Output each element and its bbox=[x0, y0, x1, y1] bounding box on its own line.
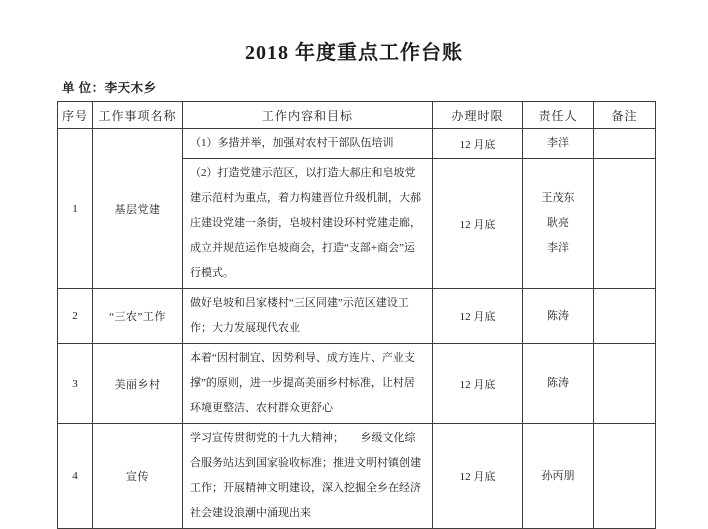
serial-cell: 4 bbox=[58, 424, 93, 529]
note-cell bbox=[594, 289, 656, 344]
owner-name: 陈涛 bbox=[547, 377, 569, 389]
header-serial: 序号 bbox=[58, 102, 93, 129]
work-ledger-table bbox=[57, 101, 656, 529]
table-row-1a bbox=[58, 129, 656, 159]
note-cell bbox=[594, 159, 656, 289]
deadline-cell: 12 月底 bbox=[433, 344, 523, 424]
owner-name: 耿亮 bbox=[547, 217, 569, 229]
owner-cell bbox=[523, 159, 594, 289]
owner-name: 李洋 bbox=[547, 137, 569, 149]
content-cell: （1）多措并举，加强对农村干部队伍培训 bbox=[183, 129, 433, 159]
note-cell bbox=[594, 129, 656, 159]
table-row-4 bbox=[58, 424, 656, 529]
content-cell: 做好皂坡和吕家楼村“三区同建”示范区建设工作；大力发展现代农业 bbox=[183, 289, 433, 344]
owner-cell bbox=[523, 289, 594, 344]
header-content-goal: 工作内容和目标 bbox=[183, 102, 433, 129]
header-deadline: 办理时限 bbox=[433, 102, 523, 129]
owner-cell bbox=[523, 129, 594, 159]
table-row-2 bbox=[58, 289, 656, 344]
owner-name: 孙丙朋 bbox=[541, 469, 575, 482]
deadline-cell: 12 月底 bbox=[433, 289, 523, 344]
serial-cell: 3 bbox=[58, 344, 93, 424]
note-cell bbox=[594, 344, 656, 424]
work-name-cell: 基层党建 bbox=[93, 129, 183, 289]
header-note: 备注 bbox=[594, 102, 656, 129]
deadline-cell: 12 月底 bbox=[433, 159, 523, 289]
table-row-3 bbox=[58, 344, 656, 424]
owner-name: 陈涛 bbox=[547, 309, 569, 322]
note-cell bbox=[594, 424, 656, 529]
owner-name: 李洋 bbox=[547, 242, 569, 254]
serial-cell: 1 bbox=[58, 129, 93, 289]
work-name-cell: “三农”工作 bbox=[93, 289, 183, 344]
header-owner: 责任人 bbox=[523, 102, 594, 129]
header-row bbox=[58, 102, 656, 129]
page-title: 2018 年度重点工作台账 bbox=[245, 42, 463, 64]
work-name-cell: 美丽乡村 bbox=[93, 344, 183, 424]
deadline-cell: 12 月底 bbox=[433, 424, 523, 529]
content-cell: 学习宣传贯彻党的十九大精神； 乡级文化综合服务站达到国家验收标准；推进文明村镇创建工作；开展精神文明建设，深入挖掘全乡在经济社会建设浪潮中涌现出来 bbox=[183, 424, 433, 529]
owner-cell bbox=[523, 344, 594, 424]
work-name-cell: 宣传 bbox=[93, 424, 183, 529]
content-cell: （2）打造党建示范区，以打造大郝庄和皂坡党建示范村为重点，着力构建晋位升级机制，大郝庄建设党建一条街，皂坡村建设环村党建走廊，成立并规范运作皂坡商会，打造“支部+商会”运行模式。 bbox=[183, 159, 433, 289]
serial-cell: 2 bbox=[58, 289, 93, 344]
content-cell: 本着“因村制宜、因势利导、成方连片、产业支撑”的原则，进一步提高美丽乡村标准，让村居环境更整洁、农村群众更舒心 bbox=[183, 344, 433, 424]
owner-name: 王茂东 bbox=[541, 192, 575, 204]
header-work-name: 工作事项名称 bbox=[93, 102, 183, 129]
unit-label: 单 位：李天木乡 bbox=[62, 81, 157, 95]
owner-cell bbox=[523, 424, 594, 529]
deadline-cell: 12 月底 bbox=[433, 129, 523, 159]
